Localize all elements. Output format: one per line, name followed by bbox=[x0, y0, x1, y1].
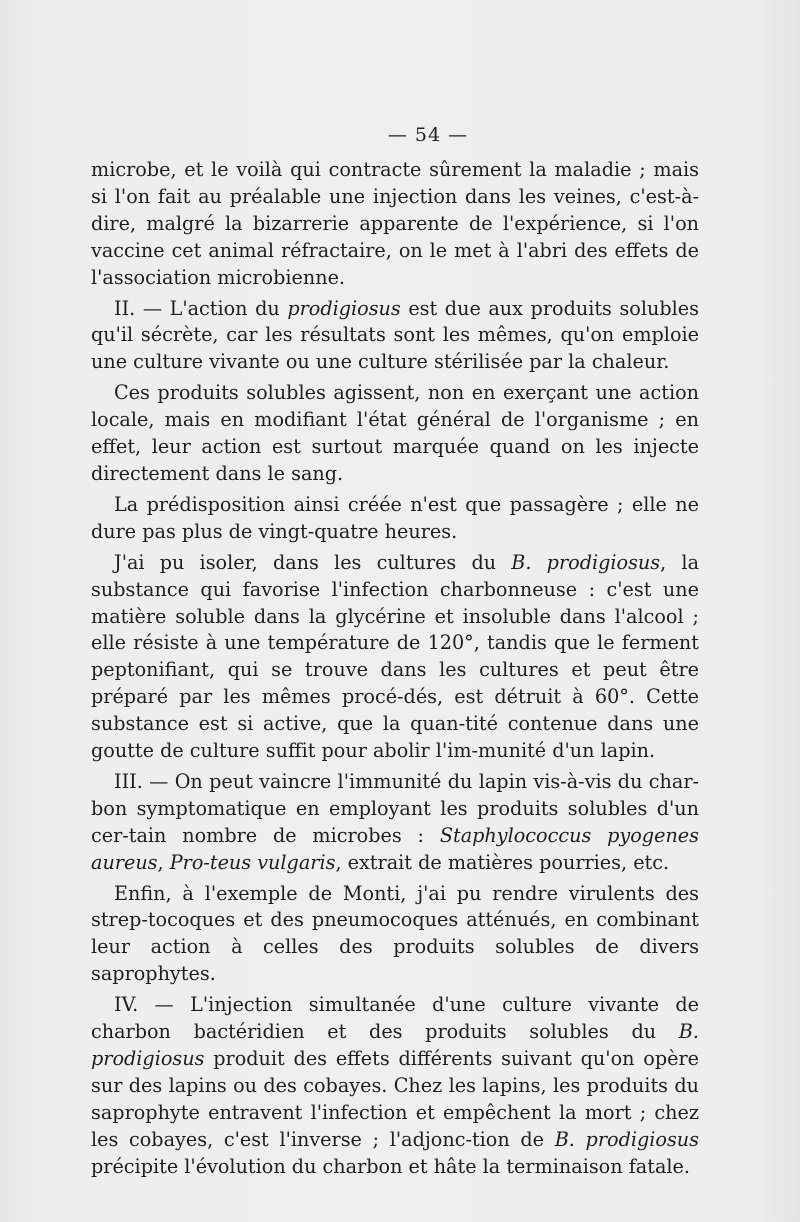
italic-term: B. prodigiosus bbox=[554, 1127, 700, 1151]
text-segment: produit des effets différents suivant qu'on opère sur des lapins ou des cobayes. Chez les lapins, les produits du saprophyte entravent l'infection et empêchent la mort ; chez les cobayes, c'est l'inverse ; l'adjonc-tion de bbox=[91, 1047, 699, 1151]
paragraph-section-iii bbox=[91, 769, 699, 877]
paragraph-continuation bbox=[91, 157, 699, 292]
text-segment: IV. — L'injection simultanée d'une culture vivante de charbon bactéridien et des produits solubles du bbox=[91, 993, 699, 1044]
text-segment: Ces produits solubles agissent, non en exerçant une action locale, mais en modifiant l'état général de l'organisme ; en effet, leur action est surtout marquée quand on les injecte directement dans le sang. bbox=[91, 381, 699, 485]
text-segment: III. — On peut vaincre l'immunité du lapin vis-à-vis du char-bon symptomatique en employant les produits solubles d'un cer-tain nombre de microbes : bbox=[91, 769, 699, 847]
italic-term: Pro-teus vulgaris bbox=[169, 850, 336, 874]
paragraph-monti bbox=[91, 881, 699, 989]
text-segment: , la substance qui favorise l'infection charbonneuse : c'est une matière soluble dans la glycérine et insoluble dans l'alcool ; elle résiste à une température de 120°, tandis que le ferment peptonifiant, qui se trouve dans les cultures et peut être préparé par les mêmes procé-dés, est détruit à 60°. Cette substance est si active, que la quan-tité contenue dans une goutte de culture suffit pour abolir l'im-munité d'un lapin. bbox=[91, 550, 700, 763]
text-segment: , extrait de matières pourries, etc. bbox=[335, 850, 670, 874]
text-segment: précipite l'évolution du charbon et hâte la terminaison fatale. bbox=[91, 1154, 690, 1178]
text-segment: II. — L'action du bbox=[114, 296, 288, 320]
text-segment: J'ai pu isoler, dans les cultures du bbox=[114, 550, 512, 574]
italic-term: B. prodigiosus bbox=[511, 550, 661, 574]
text-segment: est due aux produits solubles qu'il sécrète, car les résultats sont les mêmes, qu'on emploie une culture vivante ou une culture stérilisée par la chaleur. bbox=[91, 296, 699, 374]
italic-term: B. prodigiosus bbox=[91, 1020, 699, 1070]
text-segment: La prédisposition ainsi créée n'est que passagère ; elle ne dure pas plus de vingt-quatre heures. bbox=[91, 492, 699, 543]
body-text bbox=[91, 157, 699, 1185]
text-segment: Enfin, à l'exemple de Monti, j'ai pu rendre virulents des strep-tocoques et des pneumocoques atténués, en combinant leur action à celles des produits solubles de divers saprophytes. bbox=[91, 881, 699, 986]
italic-term: Staphylococcus pyogenes aureus bbox=[91, 823, 699, 874]
page-number: — 54 — bbox=[387, 124, 469, 146]
text-segment: , bbox=[157, 850, 170, 874]
paragraph-section-ii bbox=[91, 296, 699, 377]
paragraph-soluble-products bbox=[91, 380, 699, 488]
italic-term: prodigiosus bbox=[287, 296, 401, 320]
text-segment: microbe, et le voilà qui contracte sûrement la maladie ; mais si l'on fait au préalable une injection dans les veines, c'est-à-dire, malgré la bizarrerie apparente de l'expérience, si l'on vaccine cet animal réfractaire, on le met à l'abri des effets de l'association microbienne. bbox=[91, 158, 699, 289]
paragraph-isolation bbox=[91, 550, 699, 765]
paragraph-predisposition bbox=[91, 492, 699, 546]
paragraph-section-iv bbox=[91, 992, 699, 1180]
